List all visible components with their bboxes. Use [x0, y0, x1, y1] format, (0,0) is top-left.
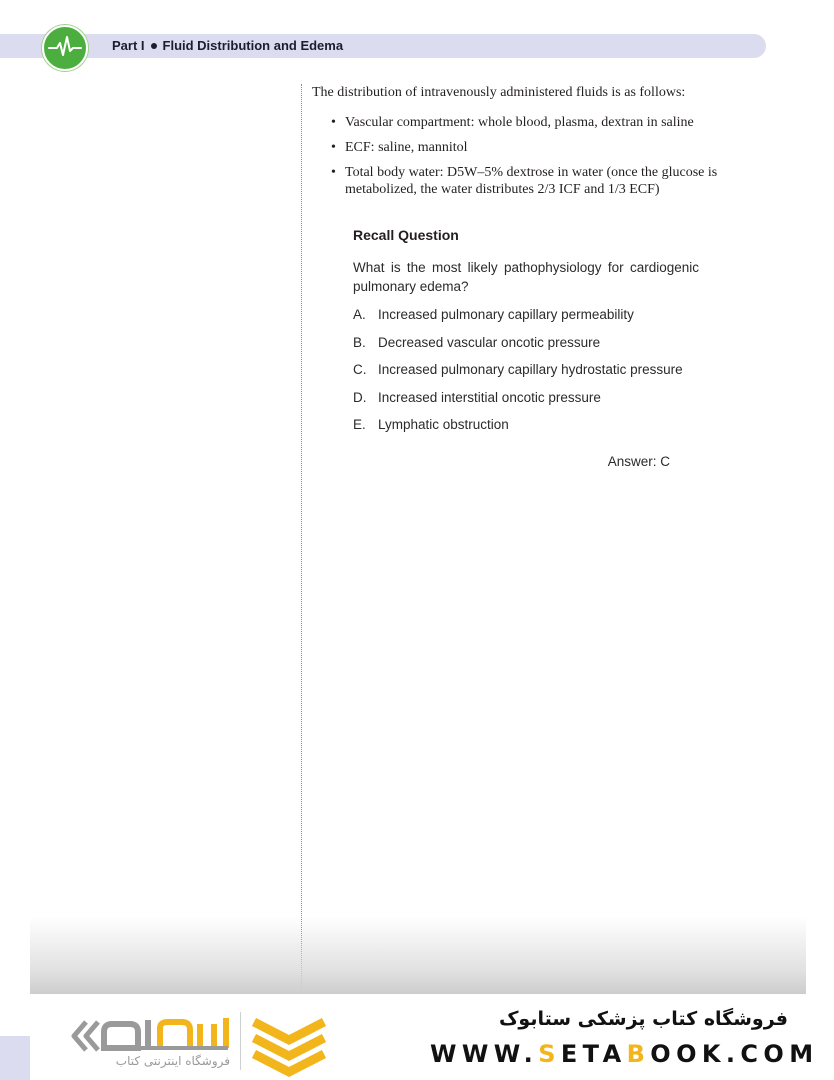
option-a [353, 306, 699, 334]
url-part-highlight: S [538, 1040, 561, 1068]
recall-heading: Recall Question [353, 227, 459, 243]
url-part: ETA [560, 1040, 627, 1068]
recall-question-box [353, 226, 699, 444]
option-c [353, 361, 699, 389]
banner-side-strip [0, 1036, 30, 1080]
url-part-highlight: B [626, 1040, 651, 1068]
list-item: • Vascular compartment: whole blood, plasma, dextran in saline [331, 114, 751, 131]
chapter-title: Fluid Distribution and Edema [162, 38, 344, 53]
option-letter: D. [353, 389, 367, 405]
store-url[interactable] [430, 1040, 819, 1068]
option-text: Decreased vascular oncotic pressure [378, 334, 601, 350]
question-text: What is the most likely pathophysiology for cardiogenic pulmonary edema? [353, 260, 699, 294]
option-text: Lymphatic obstruction [378, 417, 509, 432]
fluid-distribution-list [331, 114, 751, 206]
column-divider [301, 84, 302, 996]
page-bottom-shadow [30, 916, 806, 994]
list-item: • ECF: saline, mannitol [331, 139, 751, 156]
option-text: Increased pulmonary capillary hydrostatic pressure [378, 362, 683, 377]
option-text: Increased pulmonary capillary permeability [378, 307, 634, 322]
url-part: OOK.COM [650, 1040, 819, 1068]
bookmark-chevrons-icon [250, 1018, 328, 1078]
option-letter: A. [353, 307, 366, 322]
intro-paragraph: The distribution of intravenously administered fluids is as follows: [312, 85, 686, 100]
option-text: Increased interstitial oncotic pressure [378, 389, 601, 405]
answer-options [353, 306, 699, 444]
option-e [353, 416, 699, 444]
list-item: • Total body water: D5W–5% dextrose in water (once the glucose is metabolized, the water distributes 2/3 ICF and 1/3 ECF) [331, 164, 751, 198]
option-d [353, 389, 699, 417]
banner-divider [240, 1012, 241, 1070]
option-letter: E. [353, 417, 366, 432]
store-name: فروشگاه کتاب پزشکی ستابوک [498, 1008, 788, 1030]
option-letter: B. [353, 334, 366, 350]
option-b [353, 334, 699, 362]
option-letter: C. [353, 362, 367, 377]
logo-subtitle: فروشگاه اینترنتی کتاب [115, 1054, 230, 1068]
running-header [112, 38, 343, 53]
bullet-dot-icon [151, 43, 157, 49]
url-part: WWW. [430, 1040, 539, 1068]
answer-key: Answer: C [607, 454, 670, 469]
part-label: Part I [112, 38, 145, 53]
heartbeat-logo-icon [42, 25, 88, 71]
